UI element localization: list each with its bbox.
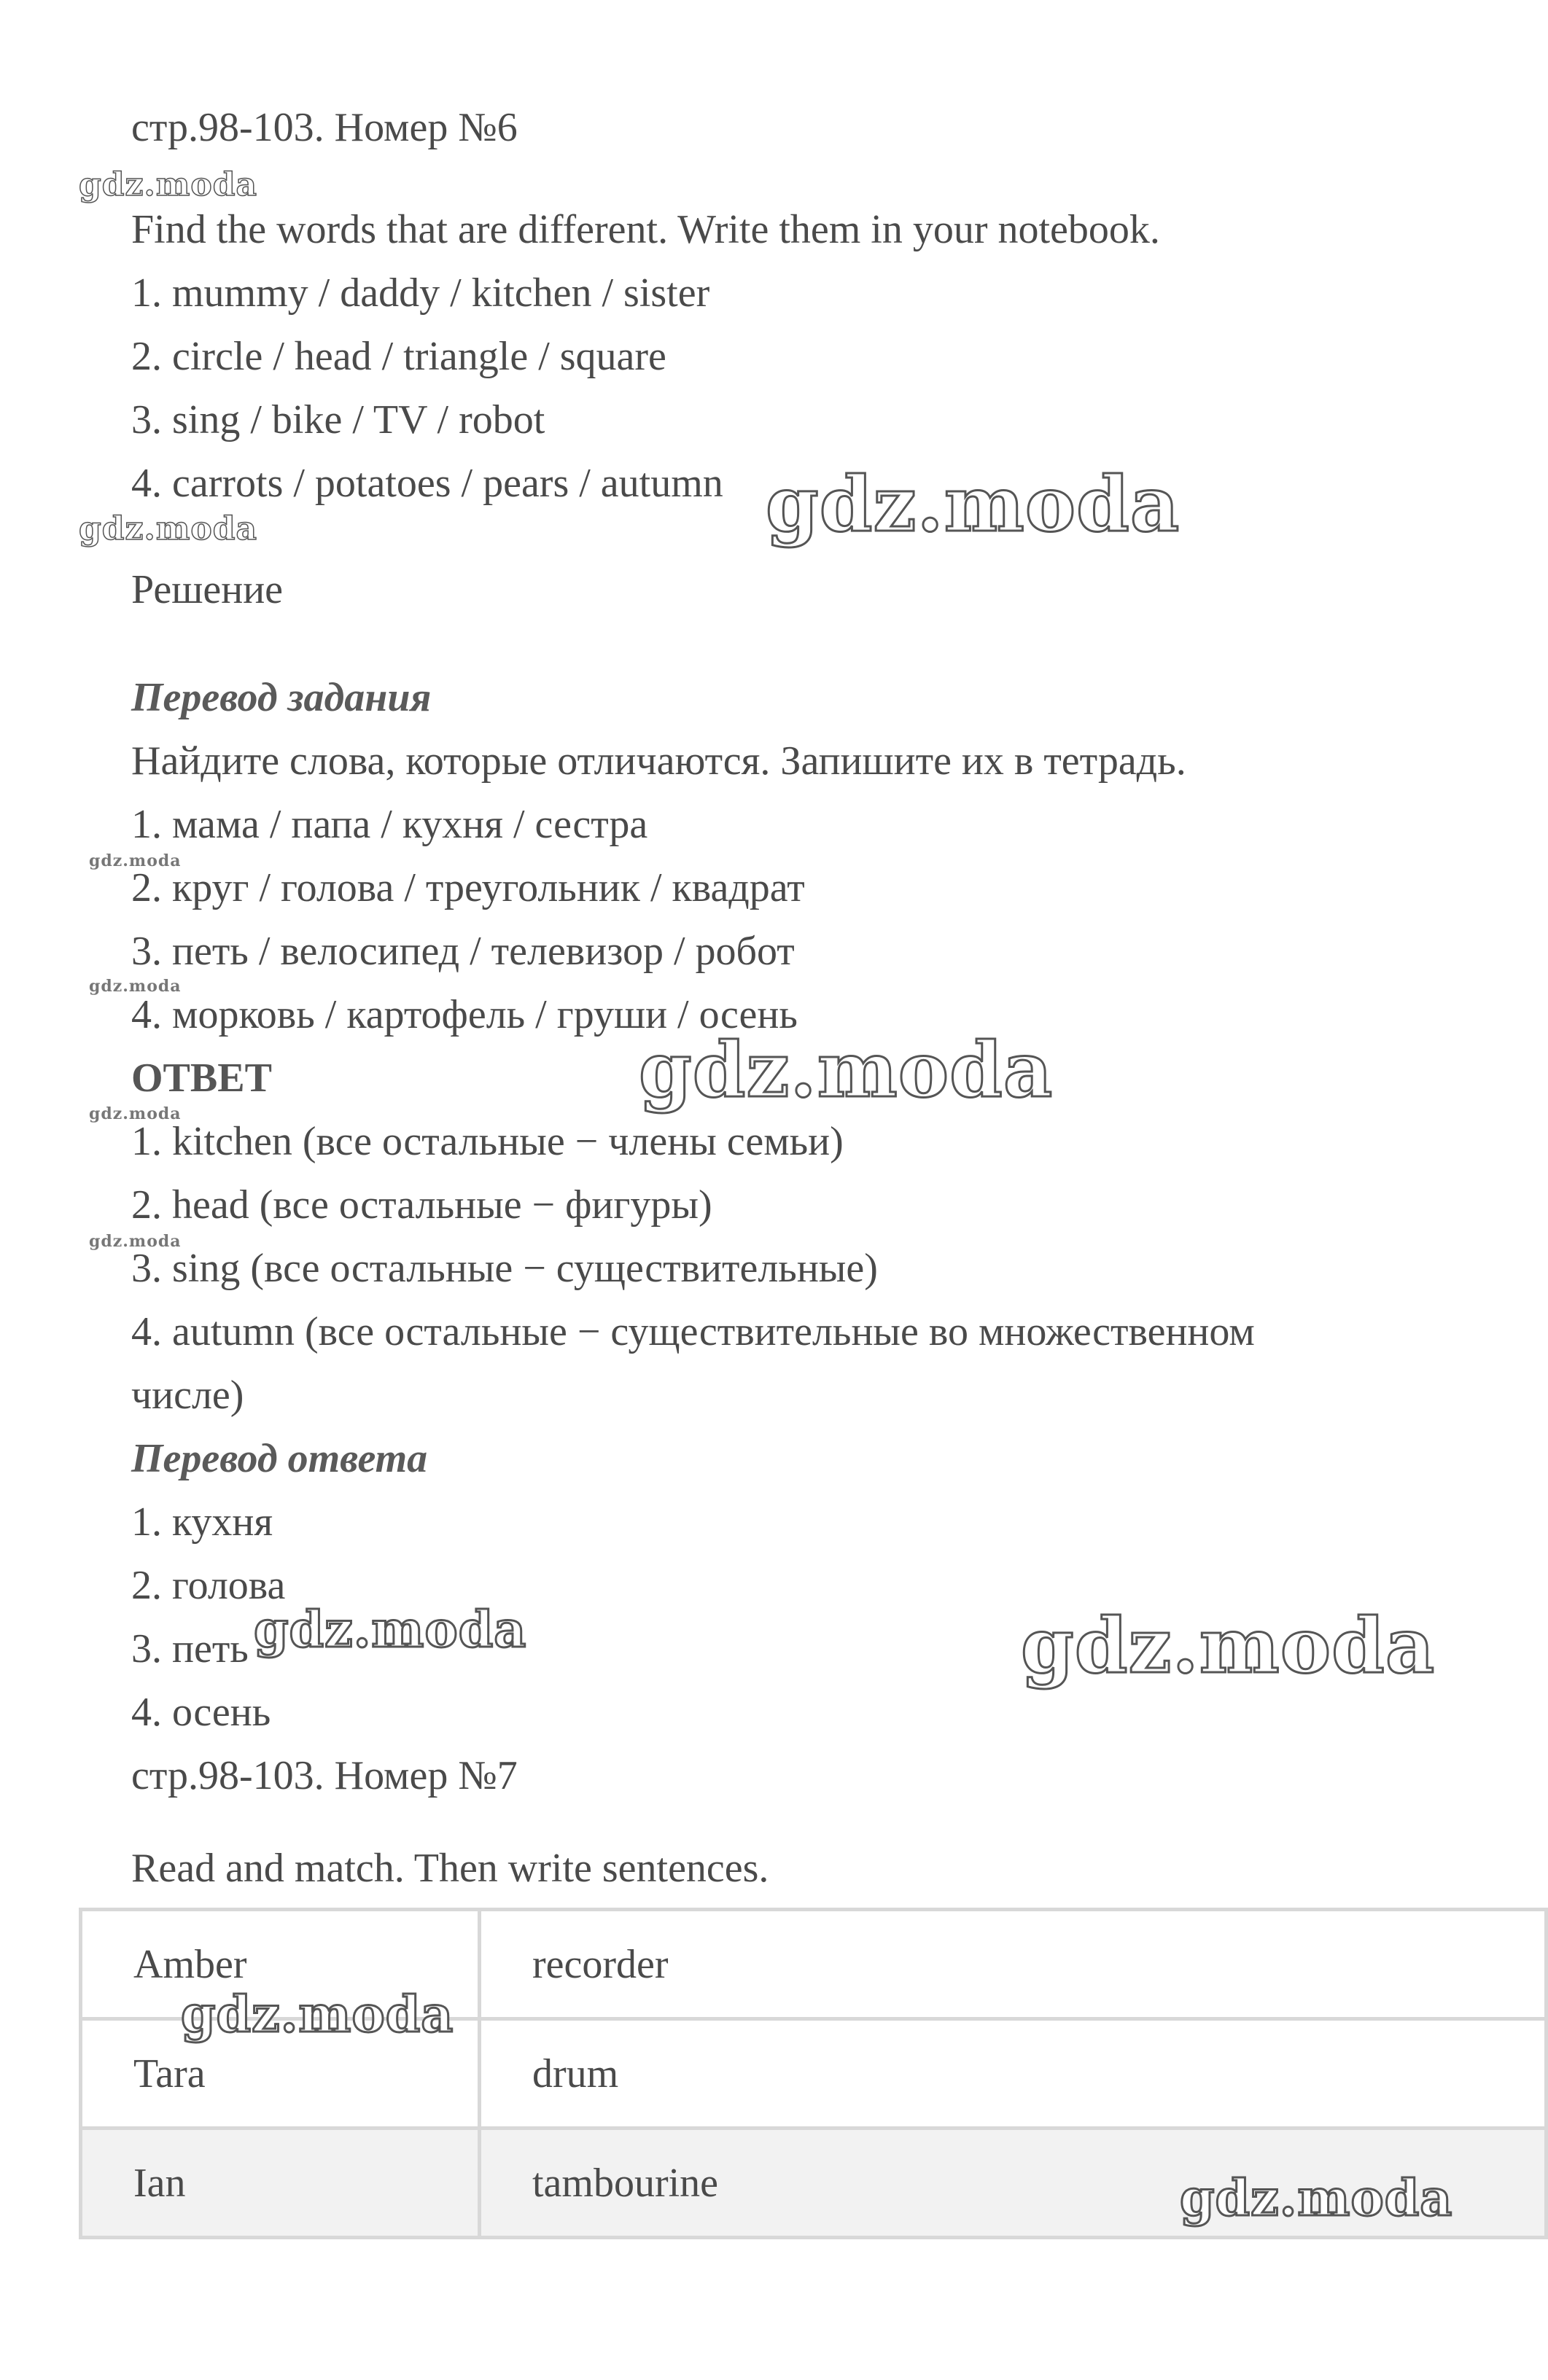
- watermark-logo: gdz.moda: [79, 510, 258, 547]
- answer-item-4-continued: числе): [131, 1373, 244, 1418]
- translation-instruction: Найдите слова, которые отличаются. Запишите их в тетрадь.: [131, 738, 1186, 784]
- table-cell-instrument: drum: [480, 2019, 1547, 2129]
- task2-instruction: Read and match. Then write sentences.: [131, 1846, 769, 1891]
- watermark-logo: gdz.moda: [89, 851, 182, 870]
- translation-answer-label: Перевод ответа: [131, 1436, 428, 1481]
- answer-item-2: 2. head (все остальные − фигуры): [131, 1182, 712, 1228]
- answer-item-3: 3. sing (все остальные − существительные): [131, 1246, 878, 1291]
- watermark-logo: gdz.moda: [181, 1986, 454, 2044]
- watermark-logo: gdz.moda: [1021, 1601, 1436, 1690]
- translation-task-label: Перевод задания: [131, 675, 432, 720]
- translation-item-4: 4. морковь / картофель / груши / осень: [131, 992, 798, 1037]
- watermark-logo: gdz.moda: [89, 1104, 182, 1123]
- watermark-logo: gdz.moda: [254, 1601, 527, 1659]
- answer-item-1: 1. kitchen (все остальные − члены семьи): [131, 1119, 844, 1164]
- answer-translation-2: 2. голова: [131, 1563, 286, 1608]
- task-item-3: 3. sing / bike / TV / robot: [131, 397, 545, 442]
- table-cell-instrument: tambourine: [480, 2129, 1547, 2238]
- watermark-logo: gdz.moda: [1180, 2169, 1453, 2228]
- table-cell-instrument: recorder: [480, 1910, 1547, 2019]
- watermark-logo: gdz.moda: [639, 1025, 1054, 1115]
- table-cell-name: Ian: [81, 2129, 480, 2238]
- translation-item-2: 2. круг / голова / треугольник / квадрат: [131, 865, 805, 910]
- answer-translation-3: 3. петь: [131, 1626, 249, 1671]
- watermark-logo: gdz.moda: [89, 977, 182, 996]
- translation-item-1: 1. мама / папа / кухня / сестра: [131, 802, 648, 847]
- task-item-4: 4. carrots / potatoes / pears / autumn: [131, 461, 723, 506]
- answer-translation-4: 4. осень: [131, 1690, 271, 1735]
- solution-label: Решение: [131, 567, 284, 612]
- translation-item-3: 3. петь / велосипед / телевизор / робот: [131, 929, 795, 974]
- task-instruction: Find the words that are different. Write them in your notebook.: [131, 207, 1160, 252]
- answer-label: ОТВЕТ: [131, 1056, 272, 1101]
- table-cell-name: Amber: [81, 1910, 480, 2019]
- answer-item-4: 4. autumn (все остальные − существительные во множественном: [131, 1309, 1255, 1354]
- task-item-2: 2. circle / head / triangle / square: [131, 334, 666, 379]
- page-header-7: стр.98-103. Номер №7: [131, 1753, 518, 1798]
- task-item-1: 1. mummy / daddy / kitchen / sister: [131, 270, 710, 316]
- answer-translation-1: 1. кухня: [131, 1499, 273, 1545]
- watermark-logo: gdz.moda: [766, 459, 1181, 549]
- watermark-logo: gdz.moda: [89, 1232, 182, 1251]
- page-header-6: стр.98-103. Номер №6: [131, 105, 518, 150]
- table-cell-name: Tara: [81, 2019, 480, 2129]
- watermark-logo: gdz.moda: [79, 166, 258, 203]
